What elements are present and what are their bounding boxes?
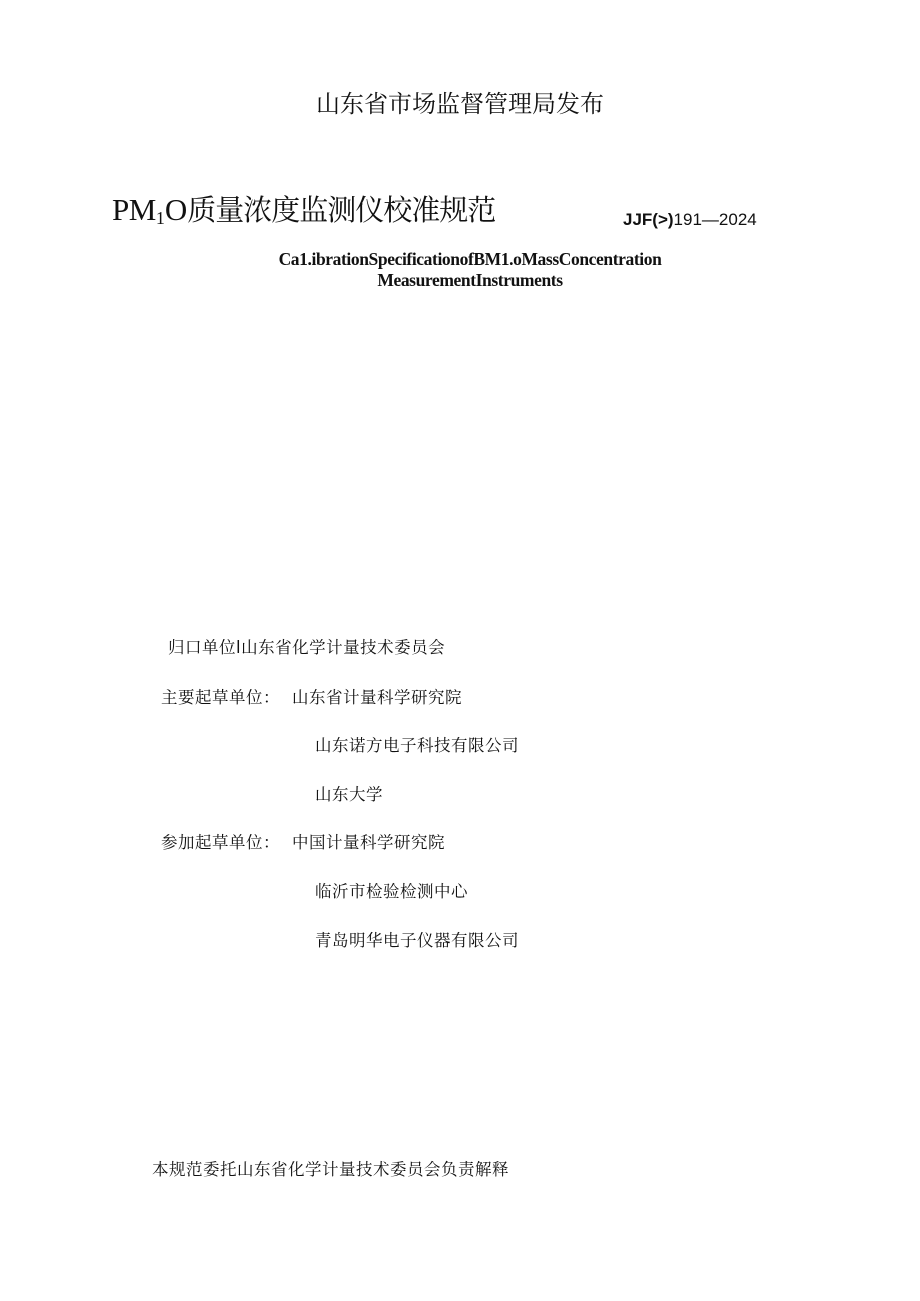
title-subscript: 1 <box>155 208 165 228</box>
main-drafter-1: 山东省计量科学研究院 <box>292 688 462 707</box>
participating-drafters-label: 参加起草单位： <box>161 833 280 852</box>
participating-drafter-1: 中国计量科学研究院 <box>292 833 445 852</box>
spec-code-number: 191—2024 <box>673 210 757 229</box>
english-title-line2: MeasurementInstruments <box>377 270 563 290</box>
title-o: O <box>164 192 188 227</box>
document-title <box>112 188 495 229</box>
spec-code <box>623 210 757 230</box>
title-chinese: 质量浓度监测仪校准规范 <box>187 193 496 227</box>
english-title-line1: Ca1.ibrationSpecificationofBM1.oMassConcentration <box>278 249 662 269</box>
main-drafter-3: 山东大学 <box>315 785 383 804</box>
title-prefix: PM <box>112 192 156 227</box>
main-drafter-2: 山东诺方电子科技有限公司 <box>315 736 519 755</box>
publisher-heading: 山东省市场监督管理局发布 <box>316 90 604 118</box>
spec-code-prefix: JJF(>) <box>623 210 674 229</box>
participating-drafter-2: 临沂市检验检测中心 <box>315 882 468 901</box>
footer-note: 本规范委托山东省化学计量技术委员会负责解释 <box>152 1160 509 1179</box>
responsible-unit: 归口单位l山东省化学计量技术委员会 <box>168 638 446 657</box>
english-title <box>0 249 920 291</box>
main-drafters-label: 主要起草单位： <box>161 688 280 707</box>
participating-drafter-3: 青岛明华电子仪器有限公司 <box>315 931 519 950</box>
